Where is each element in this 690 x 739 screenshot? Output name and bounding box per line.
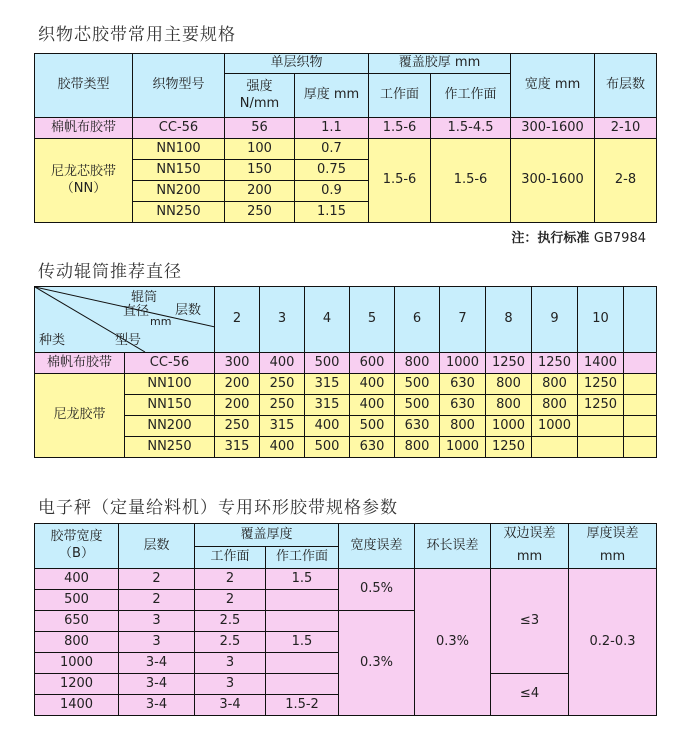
row-non-work-face: [266, 611, 339, 632]
header-edge-error-line2: mm: [516, 549, 543, 564]
drum-value: 1250: [532, 353, 578, 374]
header-work-face: 工作面: [195, 547, 266, 569]
drum-value: 500: [305, 353, 350, 374]
row-work-face: 2: [195, 569, 266, 590]
canvas-type: 棉帆布胶带: [35, 353, 125, 374]
standard-note-code: GB7984: [593, 231, 646, 246]
nylon-model: NN200: [125, 416, 215, 437]
header-belt-type: 胶带类型: [35, 54, 133, 118]
drum-value: 800: [532, 374, 578, 395]
ply-header: 7: [440, 287, 486, 353]
width-error-a: 0.5%: [339, 569, 415, 611]
header-thickness: 厚度 mm: [295, 74, 369, 118]
row-width: 1400: [35, 695, 119, 716]
drum-value: 800: [486, 374, 532, 395]
row-plies: 3: [119, 632, 195, 653]
nylon-type-line1: 尼龙芯胶带: [50, 163, 116, 179]
drum-value-empty: [624, 416, 657, 437]
nylon-strength: 150: [225, 160, 295, 181]
row-plies: 3-4: [119, 653, 195, 674]
nylon-strength: 200: [225, 181, 295, 202]
header-fabric-model: 织物型号: [133, 54, 225, 118]
scale-belt-table: [34, 523, 657, 716]
row-width: 800: [35, 632, 119, 653]
drum-value: 315: [305, 374, 350, 395]
canvas-strength: 56: [225, 118, 295, 139]
drum-value: 1250: [578, 374, 624, 395]
row-plies: 2: [119, 590, 195, 611]
drum-value: 600: [350, 353, 395, 374]
header-strength-label: 强度: [246, 78, 273, 94]
drum-value: 315: [215, 437, 260, 458]
row-width: 1000: [35, 653, 119, 674]
belt-spec-table: [34, 53, 657, 223]
header-edge-error-line1: 双边误差: [503, 526, 556, 542]
nylon-model: NN250: [125, 437, 215, 458]
drum-value: [578, 437, 624, 458]
drum-value-empty: [624, 395, 657, 416]
drum-value: [532, 437, 578, 458]
nylon-type: [35, 139, 133, 223]
drum-value: [578, 416, 624, 437]
drum-value: 200: [215, 374, 260, 395]
nylon-model: NN150: [133, 160, 225, 181]
drum-value: 1250: [486, 353, 532, 374]
nylon-thickness: 1.15: [295, 202, 369, 223]
row-work-face: 2.5: [195, 632, 266, 653]
drum-diameter-table: [34, 286, 657, 458]
nylon-model: NN250: [133, 202, 225, 223]
header-edge-error: [491, 524, 569, 569]
ply-header-empty: [624, 287, 657, 353]
corner-model: 型号: [115, 333, 142, 348]
nylon-type-line2: （NN）: [60, 180, 107, 196]
drum-value: 400: [350, 395, 395, 416]
canvas-plies: 2-10: [595, 118, 657, 139]
standard-note-label: 注：执行标准: [511, 231, 590, 246]
drum-value: 250: [260, 374, 305, 395]
loop-error: 0.3%: [415, 569, 491, 716]
drum-value: 300: [215, 353, 260, 374]
ply-header: 2: [215, 287, 260, 353]
nylon-thickness: 0.7: [295, 139, 369, 160]
drum-value: 800: [395, 437, 440, 458]
row-plies: 3-4: [119, 695, 195, 716]
nylon-model: NN150: [125, 395, 215, 416]
canvas-work-face: 1.5-6: [369, 118, 431, 139]
table2-title: 传动辊筒推荐直径: [38, 262, 182, 282]
row-non-work-face: [266, 653, 339, 674]
standard-note: [511, 227, 646, 246]
header-belt-width-line1: 胶带宽度: [50, 529, 103, 545]
row-non-work-face: 1.5: [266, 632, 339, 653]
drum-value: 250: [260, 395, 305, 416]
ply-header: 4: [305, 287, 350, 353]
row-work-face: 2.5: [195, 611, 266, 632]
row-non-work-face: 1.5-2: [266, 695, 339, 716]
corner-diameter: 直径: [123, 304, 150, 319]
nylon-plies: 2-8: [595, 139, 657, 223]
drum-value: 400: [350, 374, 395, 395]
row-work-face: 3-4: [195, 695, 266, 716]
canvas-thickness: 1.1: [295, 118, 369, 139]
nylon-non-work-face: 1.5-6: [431, 139, 511, 223]
header-thickness-error-line1: 厚度误差: [586, 526, 639, 542]
header-loop-error: 环长误差: [415, 524, 491, 569]
header-cover-thickness: 覆盖胶厚 mm: [369, 54, 511, 74]
row-width: 400: [35, 569, 119, 590]
corner-drum: 辊筒: [131, 290, 158, 305]
drum-value: 500: [350, 416, 395, 437]
drum-value: 315: [260, 416, 305, 437]
table3-title: 电子秤（定量给料机）专用环形胶带规格参数: [38, 498, 398, 518]
ply-header: 10: [578, 287, 624, 353]
nylon-strength: 250: [225, 202, 295, 223]
header-plies: 布层数: [595, 54, 657, 118]
canvas-model: CC-56: [133, 118, 225, 139]
ply-header: 6: [395, 287, 440, 353]
row-width: 1200: [35, 674, 119, 695]
corner-header: [35, 287, 215, 353]
header-non-work-face: 作工作面: [266, 547, 339, 569]
ply-header: 9: [532, 287, 578, 353]
header-single-ply: 单层织物: [225, 54, 369, 74]
row-width: 650: [35, 611, 119, 632]
drum-value: 500: [305, 437, 350, 458]
drum-value: 400: [260, 437, 305, 458]
drum-value: 630: [440, 374, 486, 395]
drum-value: 630: [350, 437, 395, 458]
drum-value: 800: [440, 416, 486, 437]
nylon-work-face: 1.5-6: [369, 139, 431, 223]
drum-value: 1000: [532, 416, 578, 437]
corner-kind: 种类: [39, 333, 66, 348]
row-plies: 3-4: [119, 674, 195, 695]
ply-header: 8: [486, 287, 532, 353]
row-non-work-face: 1.5: [266, 569, 339, 590]
ply-header: 3: [260, 287, 305, 353]
row-non-work-face: [266, 590, 339, 611]
canvas-width: 300-1600: [511, 118, 595, 139]
drum-value-empty: [624, 437, 657, 458]
drum-value: 1000: [486, 416, 532, 437]
thickness-error: 0.2-0.3: [569, 569, 657, 716]
drum-value: 400: [305, 416, 350, 437]
drum-value: 250: [215, 416, 260, 437]
row-plies: 2: [119, 569, 195, 590]
row-work-face: 2: [195, 590, 266, 611]
drum-value: 800: [395, 353, 440, 374]
nylon-width: 300-1600: [511, 139, 595, 223]
header-cover-thickness: 覆盖厚度: [195, 524, 339, 547]
drum-value: 500: [395, 374, 440, 395]
row-width: 500: [35, 590, 119, 611]
header-strength: [225, 74, 295, 118]
nylon-thickness: 0.75: [295, 160, 369, 181]
edge-error-a: ≤3: [491, 569, 569, 674]
drum-value: 630: [440, 395, 486, 416]
drum-value: 1250: [578, 395, 624, 416]
drum-value: 1250: [486, 437, 532, 458]
drum-value-empty: [624, 374, 657, 395]
drum-value: 200: [215, 395, 260, 416]
row-work-face: 3: [195, 653, 266, 674]
nylon-thickness: 0.9: [295, 181, 369, 202]
nylon-model: NN200: [133, 181, 225, 202]
drum-value: 500: [395, 395, 440, 416]
canvas-type: 棉帆布胶带: [35, 118, 133, 139]
drum-value: 1000: [440, 353, 486, 374]
width-error-b: 0.3%: [339, 611, 415, 716]
ply-header: 5: [350, 287, 395, 353]
drum-value: 400: [260, 353, 305, 374]
header-strength-unit: N/mm: [239, 95, 280, 111]
row-plies: 3: [119, 611, 195, 632]
header-width-error: 宽度误差: [339, 524, 415, 569]
nylon-strength: 100: [225, 139, 295, 160]
header-thickness-error-line2: mm: [599, 549, 626, 564]
nylon-model: NN100: [133, 139, 225, 160]
header-belt-width-line2: （B）: [59, 546, 94, 561]
nylon-model: NN100: [125, 374, 215, 395]
header-width: 宽度 mm: [511, 54, 595, 118]
drum-value: 800: [486, 395, 532, 416]
drum-value: 1400: [578, 353, 624, 374]
header-belt-width: [35, 524, 119, 569]
canvas-non-work-face: 1.5-4.5: [431, 118, 511, 139]
drum-value: 1000: [440, 437, 486, 458]
row-non-work-face: [266, 674, 339, 695]
drum-value: 800: [532, 395, 578, 416]
header-plies: 层数: [119, 524, 195, 569]
table1-title: 织物芯胶带常用主要规格: [38, 25, 236, 45]
corner-mm: mm: [150, 315, 172, 328]
corner-plies: 层数: [175, 303, 202, 318]
header-work-face: 工作面: [369, 74, 431, 118]
drum-value: 315: [305, 395, 350, 416]
canvas-model: CC-56: [125, 353, 215, 374]
header-non-work-face: 作工作面: [431, 74, 511, 118]
nylon-type: 尼龙胶带: [35, 374, 125, 458]
drum-value-empty: [624, 353, 657, 374]
header-thickness-error: [569, 524, 657, 569]
edge-error-b: ≤4: [491, 674, 569, 716]
row-work-face: 3: [195, 674, 266, 695]
drum-value: 630: [395, 416, 440, 437]
